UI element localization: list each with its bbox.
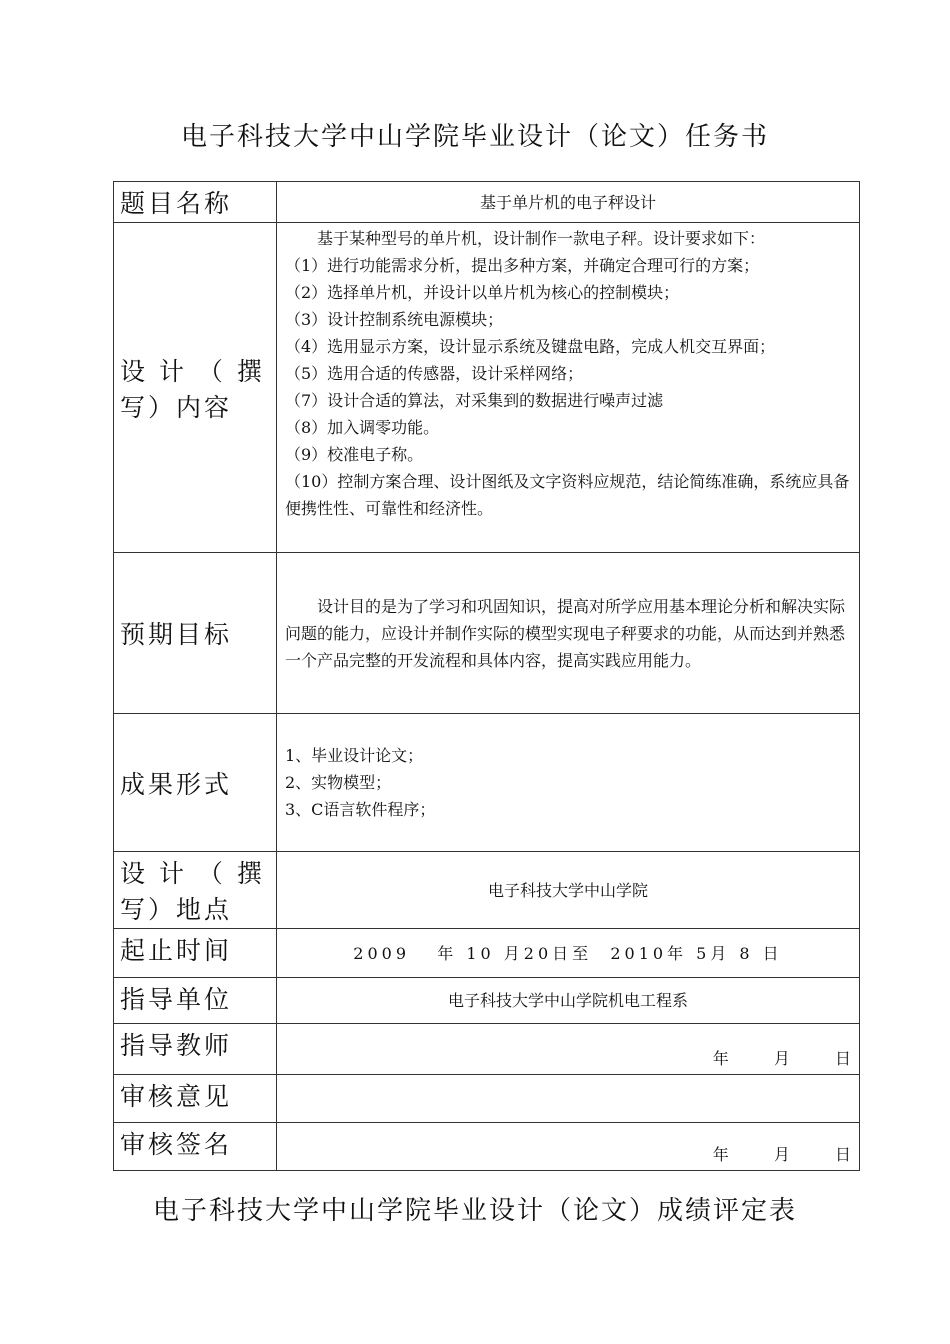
advisor-year: 年 [712,1049,729,1068]
period-label: 起止时间 [114,929,277,978]
advisor-month: 月 [773,1049,790,1068]
unit-value: 电子科技大学中山学院机电工程系 [277,978,860,1024]
location-value: 电子科技大学中山学院 [277,852,860,929]
goal-text [277,553,860,714]
output-item: 3、C语言软件程序； [285,800,436,819]
period-value: 2009 年 10 月20日至 2010年 5月 8 日 [277,929,860,978]
output-list [277,714,860,852]
review-opinion-label: 审核意见 [114,1075,277,1123]
review-sign-date [277,1123,860,1171]
review-opinion-value [277,1075,860,1123]
requirement-item: （3）设计控制系统电源模块； [285,310,504,329]
review-month: 月 [773,1145,790,1164]
advisor-date [277,1024,860,1075]
requirement-item: （2）选择单片机，并设计以单片机为核心的控制模块； [285,283,680,302]
requirement-item: （4）选用显示方案，设计显示系统及键盘电路，完成人机交互界面； [285,337,776,356]
topic-label: 题目名称 [114,182,277,223]
review-sign-label: 审核签名 [114,1123,277,1171]
requirement-item: （5）选用合适的传感器，设计采样网络； [285,364,584,383]
topic-value: 基于单片机的电子秤设计 [277,182,860,223]
grade-form-title: 电子科技大学中山学院毕业设计（论文）成绩评定表 [152,1196,797,1226]
requirement-item: （1）进行功能需求分析，提出多种方案，并确定合理可行的方案； [285,256,760,275]
content-intro: 基于某种型号的单片机，设计制作一款电子秤。设计要求如下： [317,229,766,248]
output-label: 成果形式 [114,714,277,852]
task-table [113,181,860,1171]
location-label: 设 计 （ 撰 写）地点 [114,852,277,929]
requirement-item: （7）设计合适的算法，对采集到的数据进行噪声过滤 [285,391,664,410]
requirement-item: （10）控制方案合理、设计图纸及文字资料应规范，结论简练准确，系统应具备便携性性、可靠性和经济性。 [285,472,850,518]
content-requirements [277,223,860,553]
content-label: 设 计 （ 撰 写）内容 [114,223,277,553]
document-title: 电子科技大学中山学院毕业设计（论文）任务书 [180,122,769,152]
output-item: 1、毕业设计论文； [285,746,424,765]
output-item: 2、实物模型； [285,773,392,792]
goal-paragraph: 设计目的是为了学习和巩固知识，提高对所学应用基本理论分析和解决实际问题的能力，应设计并制作实际的模型实现电子秤要求的功能，从而达到并熟悉一个产品完整的开发流程和具体内容，提高实践应用能力。 [285,596,846,670]
requirement-item: （8）加入调零功能。 [285,418,440,437]
requirement-item: （9）校准电子称。 [285,445,424,464]
advisor-day: 日 [834,1049,851,1068]
unit-label: 指导单位 [114,978,277,1024]
review-year: 年 [712,1145,729,1164]
review-day: 日 [834,1145,851,1164]
advisor-label: 指导教师 [114,1024,277,1075]
goal-label: 预期目标 [114,553,277,714]
